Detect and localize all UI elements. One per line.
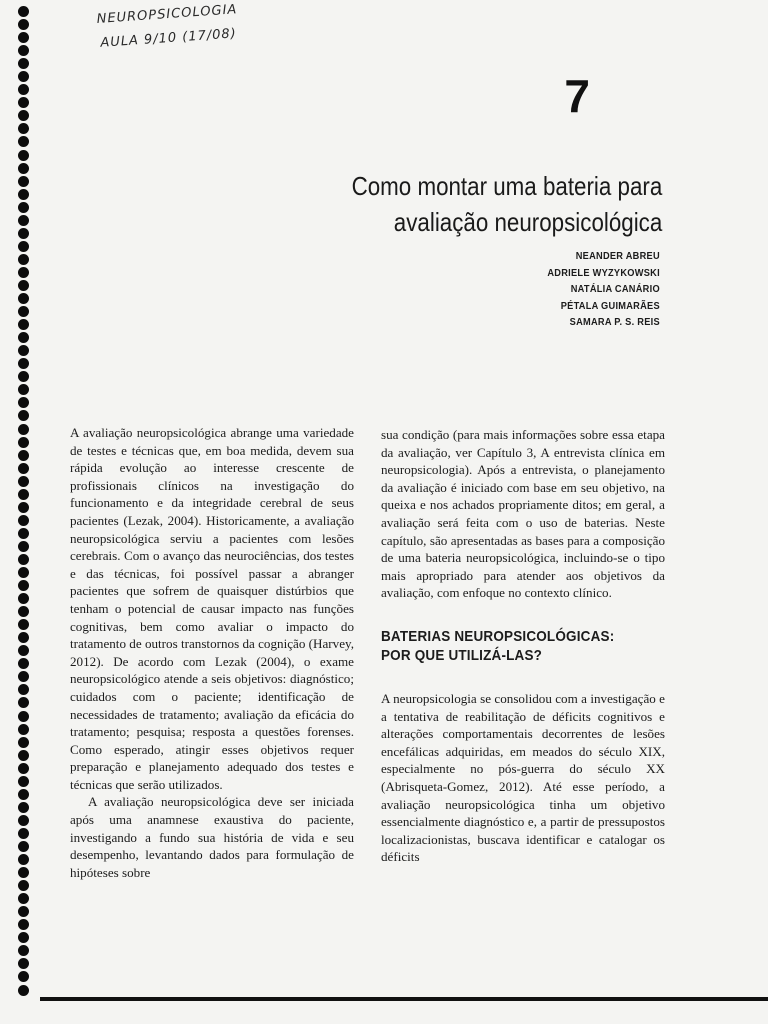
binding-hole [18,502,29,513]
author-name: NEANDER ABREU [575,250,660,262]
binding-hole [18,554,29,565]
binding-hole [18,397,29,408]
binding-hole [18,306,29,317]
body-paragraph: A avaliação neuropsicológica abrange uma variedade de testes e técnicas que, em boa medida, devem sua rápida evolução ao interesse crescente de profissionais clínicos na investigação do funcionamento e da integridade cerebral de seus pacientes (Lezak, 2004). Historicamente, a avaliação neuropsicológica serviu a pacientes com lesões cerebrais. Com o avanço das neurociências, dos testes e das técnicas, foi possível passar a abranger pacientes que sofrem de quaisquer distúrbios que tenham o potencial de causar impacto nas funções cognitivas, bem como avaliar o impacto do tratamento de outros transtornos da cognição (Harvey, 2012). De acordo com Lezak (2004), o exame neuropsicológico atende a seis objetivos: diagnóstico; cuidados com o paciente; identificação de necessidades de tratamento; avaliação da eficácia do tratamento; pesquisa; resposta a questões forenses. Como esperado, atingir esses objetivos requer preparação e planejamento adequado dos testes e técnicas que serão utilizados. [70,425,354,792]
binding-hole [18,697,29,708]
binding-hole [18,854,29,865]
author-name: NATÁLIA CANÁRIO [570,283,660,296]
binding-hole [18,789,29,800]
binding-hole [18,293,29,304]
binding-hole [18,815,29,826]
binding-hole [18,671,29,682]
binding-hole [18,463,29,474]
binding-hole [18,880,29,891]
section-heading-line-2: POR QUE UTILIZÁ-LAS? [381,646,543,664]
binding-hole [18,932,29,943]
binding-hole [18,84,29,95]
binding-hole [18,945,29,956]
binding-hole [18,528,29,539]
chapter-title-line-1: Como montar uma bateria para [351,171,662,201]
author-name: SAMARA P. S. REIS [569,316,660,329]
body-paragraph: A neuropsicologia se consolidou com a investigação e a tentativa de reabilitação de déficits cognitivos e alterações comportamentais decorrentes de lesões encefálicas adquiridas, em meados do século XIX, especialmente no pós-guerra do século XX (Abrisqueta-Gomez, 2012). Até esse período, a avaliação neuropsicológica tinha um objetivo essencialmente diagnóstico e, a partir de pressupostos localizacionistas, buscava identificar e catalogar os déficits [381,690,665,865]
binding-hole [18,893,29,904]
binding-hole [18,267,29,278]
binding-hole [18,19,29,30]
binding-hole [18,724,29,735]
binding-hole [18,450,29,461]
left-column [70,424,354,881]
binding-hole [18,841,29,852]
binding-hole [18,358,29,369]
binding-hole [18,476,29,487]
binding-hole [18,280,29,291]
binding-hole [18,619,29,630]
binding-hole [18,241,29,252]
binding-hole [18,489,29,500]
binding-hole [18,776,29,787]
binding-hole [18,58,29,69]
body-paragraph: A avaliação neuropsicológica deve ser iniciada após uma anamnese exaustiva do paciente, investigando a fundo sua história de vida e seu desempenho, levantando dados para formulação de hipóteses sobre [70,794,354,880]
binding-hole [18,410,29,421]
binding-hole [18,71,29,82]
binding-hole [18,802,29,813]
binding-hole [18,567,29,578]
binding-hole [18,228,29,239]
binding-hole [18,32,29,43]
handwritten-annotation [96,0,299,56]
binding-hole [18,202,29,213]
chapter-title-line-2: avaliação neuropsicológica [393,207,662,237]
binding-hole [18,737,29,748]
binding-hole [18,424,29,435]
page-bottom-rule [40,997,768,1001]
binding-hole [18,906,29,917]
binding-hole [18,163,29,174]
section-heading-line-1: BATERIAS NEUROPSICOLÓGICAS: [381,627,615,645]
section-heading [381,627,637,665]
binding-hole [18,985,29,996]
binding-hole [18,515,29,526]
binding-hole [18,711,29,722]
chapter-number: 7 [564,70,590,122]
binding-hole [18,371,29,382]
binding-hole [18,632,29,643]
annotation-line-1: NEUROPSICOLOGIA [96,2,238,27]
binding-hole [18,958,29,969]
binding-hole [18,254,29,265]
binding-hole [18,763,29,774]
binding-hole [18,580,29,591]
binding-hole [18,750,29,761]
binding-hole [18,6,29,17]
binding-hole [18,606,29,617]
binding-hole [18,110,29,121]
binding-hole [18,215,29,226]
binding-hole [18,150,29,161]
binding-holes [18,6,32,996]
binding-hole [18,971,29,982]
annotation-line-2: AULA 9/10 (17/08) [99,26,238,51]
binding-hole [18,45,29,56]
binding-hole [18,828,29,839]
binding-hole [18,645,29,656]
binding-hole [18,97,29,108]
binding-hole [18,384,29,395]
binding-hole [18,332,29,343]
right-column [381,426,665,866]
binding-hole [18,189,29,200]
body-paragraph: sua condição (para mais informações sobre essa etapa da avaliação, ver Capítulo 3, A entrevista clínica em neuropsicologia). Após a entrevista, o planejamento da avaliação é iniciado com base em seu objetivo, na queixa e nos achados propriamente ditos; em geral, a avaliação será feita com o uso de baterias. Neste capítulo, são apresentadas as bases para a composição de uma bateria neuropsicológica, incluindo-se o tipo mais apropriado para atender aos objetivos da avaliação, com enfoque no contexto clínico. [381,427,665,601]
binding-hole [18,345,29,356]
binding-hole [18,593,29,604]
chapter-title [351,168,662,240]
author-name: ADRIELE WYZYKOWSKI [547,266,660,279]
author-list [547,248,660,331]
binding-hole [18,136,29,147]
binding-hole [18,684,29,695]
binding-hole [18,919,29,930]
binding-hole [18,123,29,134]
binding-hole [18,437,29,448]
binding-hole [18,176,29,187]
binding-hole [18,541,29,552]
author-name: PÉTALA GUIMARÃES [560,299,660,312]
binding-hole [18,867,29,878]
binding-hole [18,658,29,669]
binding-hole [18,319,29,330]
